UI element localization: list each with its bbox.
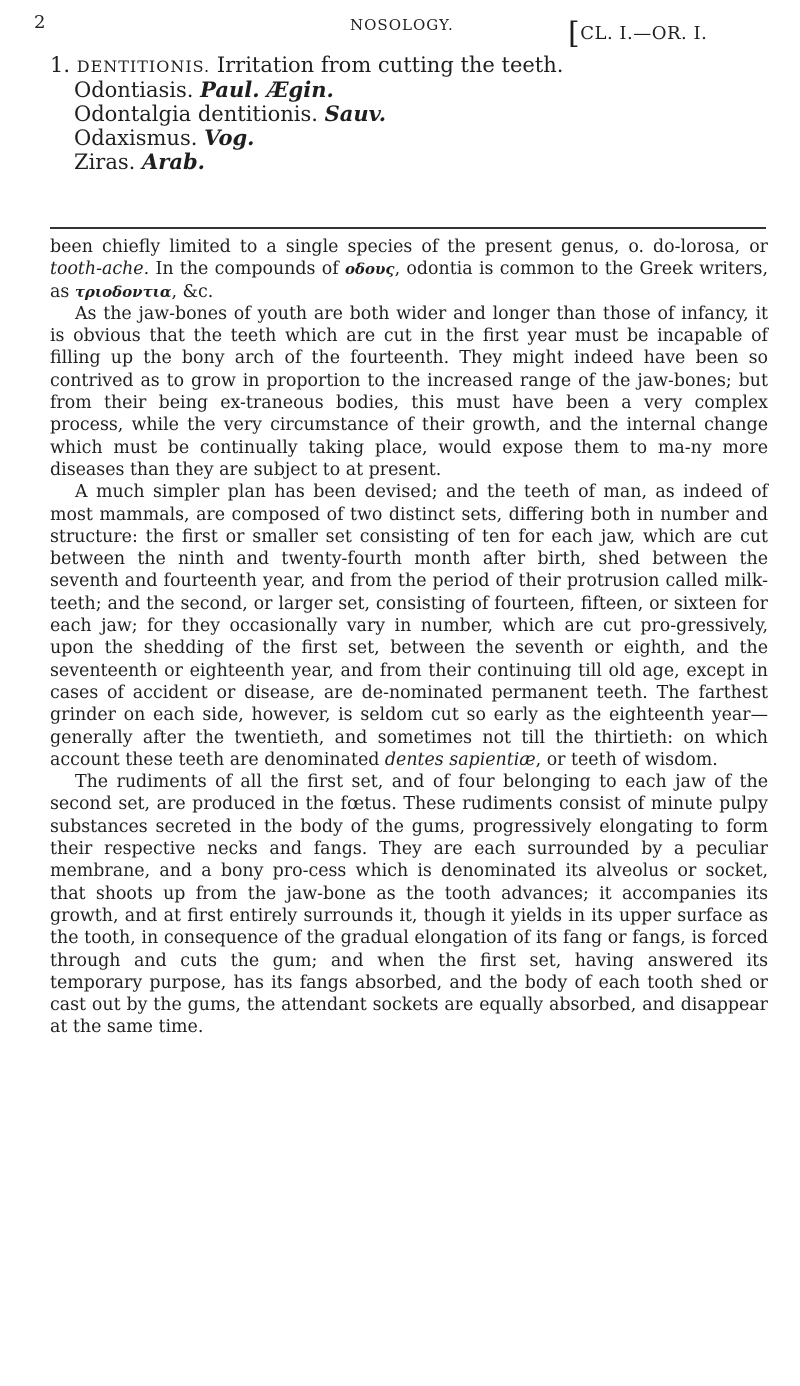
class-label-text: CL. I.—OR. I. [580, 23, 708, 44]
italic-term: tooth-ache. [50, 259, 150, 280]
text-run: , odontia is common to the Greek writers, as [50, 259, 769, 302]
species-name: DENTITIONIS. [76, 57, 211, 76]
class-label: [CL. I.—OR. I. [568, 16, 708, 51]
page-number: 2 [34, 12, 46, 33]
synonym-author: Arab. [142, 149, 205, 174]
synonym-author: Sauv. [324, 101, 387, 126]
text-run: , &c. [171, 281, 214, 302]
greek-word: τριοδοντια [74, 282, 172, 301]
running-head [34, 12, 782, 51]
species-number: 1. [50, 53, 71, 77]
synonym-row [50, 126, 790, 150]
paragraph: The rudiments of all the first set, and of four belonging to each jaw of the second set, are produced in the fœtus. These rudiments consist of minute pulpy substances secreted in the body of the gums, progressively elongating to form their respective necks and fangs. They are each surrounded by a peculiar membrane, and a bony pro-cess which is denominated its alveolus or socket, that shoots up from the jaw-bone as the tooth advances; it accompanies its growth, and at first entirely surrounds it, though it yields in its upper surface as the tooth, in consequence of the gradual elongation of its fang or fangs, is forced through and cuts the gum; and when the first set, having answered its temporary purpose, has its fangs absorbed, and the body of each tooth shed or cast out by the gums, the attendant sockets are equally absorbed, and disappear at the same time. [50, 772, 768, 1038]
synonym-term: Odontalgia dentitionis. [74, 102, 318, 126]
species-definition: Irritation from cutting the teeth. [216, 53, 564, 77]
synonym-row [50, 78, 790, 102]
greek-word: οδους [345, 260, 395, 279]
text-run: , or teeth of wisdom. [535, 749, 718, 770]
text-run: A much simpler plan has been devised; and the teeth of man, as indeed of most mammals, are composed of two distinct sets, differing both in number and structure: the first or smaller set consisting of ten for each jaw, which are cut between the ninth and twenty-fourth month after birth, shed between the seventh and fourteenth year, and from the period of their protrusion called milk-teeth; and the second, or larger set, consisting of fourteen, fifteen, or sixteen for each jaw; for they occasionally vary in number, which are cut pro-gressively, upon the shedding of the first set, between the seventh or eighth, and the seventeenth or eighteenth year, and from their continuing till old age, except in cases of accident or disease, are de-nominated permanent teeth. The farthest grinder on each side, however, is seldom cut so early as the eighteenth year—generally after the twentieth, and sometimes not till the thirtieth: on which account these teeth are denominated [50, 482, 768, 770]
italic-term: dentes sapientiæ [384, 749, 536, 770]
section-divider [50, 227, 766, 229]
paragraph-continuation [50, 236, 768, 303]
species-heading [50, 54, 790, 78]
text-run: been chiefly limited to a single species of the present genus, o. do-lorosa, or [50, 237, 768, 257]
synonym-term: Odontiasis. [74, 78, 194, 102]
paragraph: As the jaw-bones of youth are both wider and longer than those of infancy, it is obvious that the teeth which are cut in the first year must be incapable of filling up the bony arch of the fourteenth. They might indeed have been so contrived as to grow in proportion to the increased range of the jaw-bones; but from their being ex-traneous bodies, this must have been a very complex process, while the very circumstance of their growth, and the internal change which must be continually taking place, would expose them to ma-ny more diseases than they are subject to at present. [50, 303, 768, 480]
synonym-row [50, 102, 790, 126]
synonym-row [50, 150, 790, 174]
synonym-term: Ziras. [74, 150, 136, 174]
synonym-author: Paul. Ægin. [200, 77, 334, 102]
body-text [50, 236, 768, 1039]
species-entry [50, 54, 790, 174]
synonym-author: Vog. [204, 125, 255, 150]
text-run: In the compounds of [149, 259, 345, 280]
running-title: NOSOLOGY. [350, 16, 454, 34]
paragraph [50, 481, 768, 771]
synonym-term: Odaxismus. [74, 126, 198, 150]
